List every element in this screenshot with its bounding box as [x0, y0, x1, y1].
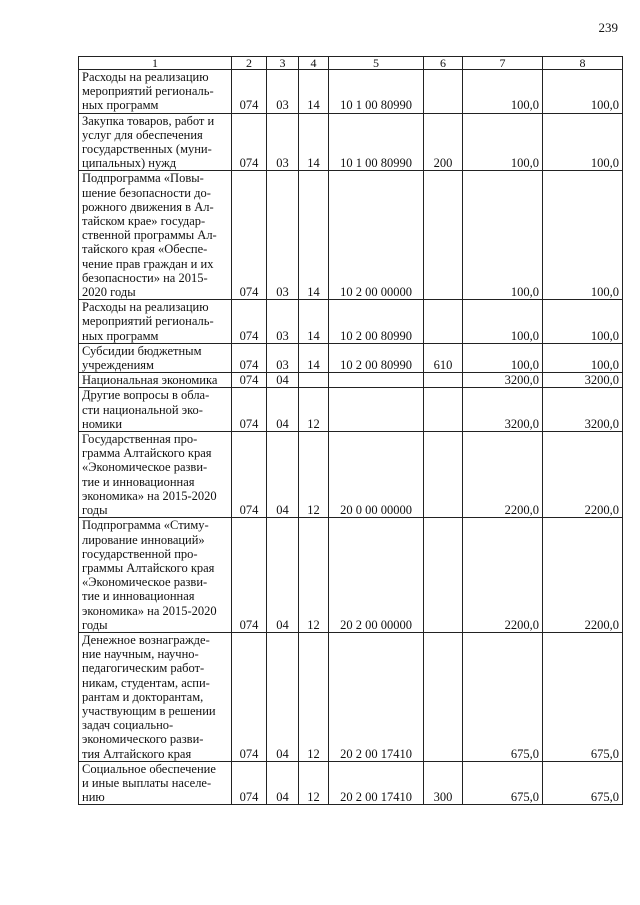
amount-cell: 3200,0: [543, 388, 623, 432]
department-code-cell: 074: [232, 373, 267, 388]
target-article-cell: 10 1 00 80990: [329, 113, 424, 171]
item-name-cell: [79, 113, 232, 171]
department-code-cell: 074: [232, 343, 267, 372]
item-name-line: сти национальной эко-: [82, 402, 203, 417]
table-row: [79, 388, 623, 432]
item-name-line: Расходы на реализацию: [82, 70, 209, 84]
target-article-cell: [329, 373, 424, 388]
department-code-cell: 074: [232, 518, 267, 633]
column-header: 6: [424, 57, 463, 70]
department-code-cell: 074: [232, 171, 267, 300]
subsection-code-cell: [299, 373, 329, 388]
amount-cell: 3200,0: [543, 373, 623, 388]
item-name-line: Субсидии бюджетным: [82, 343, 202, 358]
item-name-line: Социальное обеспечение: [82, 761, 216, 776]
item-name-line: мероприятий региональ-: [82, 314, 214, 329]
item-name-line: нию: [82, 790, 105, 805]
item-name-line: шение безопасности до-: [82, 185, 211, 200]
item-name-cell: [79, 300, 232, 344]
item-name-line: Денежное вознагражде-: [82, 632, 210, 647]
department-code-cell: 074: [232, 761, 267, 805]
item-name-line: «Экономическое разви-: [82, 460, 208, 475]
expense-type-cell: [424, 171, 463, 300]
amount-cell: 2200,0: [463, 518, 543, 633]
subsection-code-cell: 14: [299, 343, 329, 372]
table-row: [79, 432, 623, 518]
item-name-line: граммы Алтайского края: [82, 560, 215, 575]
section-code-cell: 04: [267, 632, 299, 761]
item-name-line: государственных (муни-: [82, 142, 212, 157]
item-name-line: грамма Алтайского края: [82, 446, 212, 461]
item-name-line: педагогическим работ-: [82, 661, 205, 676]
column-header: 5: [329, 57, 424, 70]
item-name-line: экономического разви-: [82, 732, 204, 747]
item-name-line: мероприятий региональ-: [82, 84, 214, 99]
department-code-cell: 074: [232, 632, 267, 761]
subsection-code-cell: 12: [299, 432, 329, 518]
item-name-cell: [79, 761, 232, 805]
subsection-code-cell: 12: [299, 632, 329, 761]
page-number: 239: [598, 20, 618, 35]
item-name-line: рантам и докторантам,: [82, 689, 204, 704]
expense-type-cell: [424, 300, 463, 344]
target-article-cell: 20 2 00 17410: [329, 632, 424, 761]
amount-cell: 100,0: [543, 171, 623, 300]
table-row: [79, 300, 623, 344]
item-name-line: Национальная экономика: [82, 373, 218, 388]
section-code-cell: 03: [267, 300, 299, 344]
amount-cell: 675,0: [543, 761, 623, 805]
amount-cell: 100,0: [463, 171, 543, 300]
subsection-code-cell: 14: [299, 300, 329, 344]
department-code-cell: 074: [232, 113, 267, 171]
expense-type-cell: [424, 388, 463, 432]
amount-cell: 100,0: [543, 70, 623, 114]
item-name-line: тайского края «Обеспе-: [82, 242, 208, 257]
subsection-code-cell: 14: [299, 113, 329, 171]
table-row: [79, 113, 623, 171]
target-article-cell: 10 2 00 80990: [329, 343, 424, 372]
item-name-cell: [79, 632, 232, 761]
section-code-cell: 03: [267, 171, 299, 300]
column-header: 7: [463, 57, 543, 70]
item-name-cell: [79, 343, 232, 372]
expense-type-cell: [424, 373, 463, 388]
budget-table: [78, 56, 623, 805]
item-name-line: годы: [82, 617, 108, 632]
column-header: 8: [543, 57, 623, 70]
table-row: [79, 70, 623, 114]
expense-type-cell: 200: [424, 113, 463, 171]
table-row: [79, 171, 623, 300]
item-name-line: экономика» на 2015-2020: [82, 603, 217, 618]
subsection-code-cell: 14: [299, 171, 329, 300]
amount-cell: 100,0: [543, 300, 623, 344]
table-row: [79, 518, 623, 633]
expense-type-cell: [424, 632, 463, 761]
target-article-cell: [329, 388, 424, 432]
item-name-line: Государственная про-: [82, 432, 198, 447]
table-row: [79, 373, 623, 388]
amount-cell: 3200,0: [463, 388, 543, 432]
section-code-cell: 03: [267, 343, 299, 372]
item-name-line: никам, студентам, аспи-: [82, 675, 210, 690]
item-name-line: Закупка товаров, работ и: [82, 113, 215, 128]
section-code-cell: 04: [267, 761, 299, 805]
item-name-line: государственной про-: [82, 546, 198, 561]
amount-cell: 3200,0: [463, 373, 543, 388]
item-name-line: Расходы на реализацию: [82, 300, 209, 315]
item-name-line: чение прав граждан и их: [82, 256, 214, 271]
subsection-code-cell: 14: [299, 70, 329, 114]
item-name-line: рожного движения в Ал-: [82, 199, 214, 214]
expense-type-cell: [424, 518, 463, 633]
amount-cell: 100,0: [463, 70, 543, 114]
subsection-code-cell: 12: [299, 761, 329, 805]
item-name-cell: [79, 373, 232, 388]
amount-cell: 100,0: [463, 300, 543, 344]
section-code-cell: 04: [267, 432, 299, 518]
item-name-line: безопасности» на 2015-: [82, 270, 208, 285]
subsection-code-cell: 12: [299, 388, 329, 432]
item-name-line: «Экономическое разви-: [82, 575, 208, 590]
target-article-cell: 20 2 00 17410: [329, 761, 424, 805]
item-name-cell: [79, 70, 232, 114]
expense-type-cell: [424, 432, 463, 518]
amount-cell: 675,0: [463, 761, 543, 805]
item-name-line: задач социально-: [82, 718, 174, 733]
item-name-line: тие и инновационная: [82, 474, 195, 489]
item-name-line: ных программ: [82, 98, 159, 113]
department-code-cell: 074: [232, 388, 267, 432]
item-name-line: ственной программы Ал-: [82, 228, 217, 243]
column-header: 4: [299, 57, 329, 70]
amount-cell: 675,0: [463, 632, 543, 761]
item-name-line: лирование инноваций»: [82, 532, 205, 547]
item-name-line: участвующим в решении: [82, 703, 216, 718]
column-header: 2: [232, 57, 267, 70]
department-code-cell: 074: [232, 300, 267, 344]
amount-cell: 100,0: [543, 343, 623, 372]
item-name-cell: [79, 432, 232, 518]
section-code-cell: 03: [267, 70, 299, 114]
column-number-row: [79, 57, 623, 70]
section-code-cell: 04: [267, 518, 299, 633]
item-name-line: Другие вопросы в обла-: [82, 388, 210, 403]
table-row: [79, 343, 623, 372]
item-name-line: Подпрограмма «Стиму-: [82, 518, 209, 533]
amount-cell: 2200,0: [543, 518, 623, 633]
item-name-line: экономика» на 2015-2020: [82, 488, 217, 503]
expense-type-cell: [424, 70, 463, 114]
table-row: [79, 761, 623, 805]
amount-cell: 100,0: [463, 113, 543, 171]
amount-cell: 2200,0: [463, 432, 543, 518]
item-name-line: тия Алтайского края: [82, 746, 192, 761]
item-name-line: ние научным, научно-: [82, 647, 199, 662]
department-code-cell: 074: [232, 432, 267, 518]
item-name-line: ципальных) нужд: [82, 156, 177, 171]
item-name-line: тие и инновационная: [82, 589, 195, 604]
item-name-line: услуг для обеспечения: [82, 127, 203, 142]
item-name-line: и иные выплаты населе-: [82, 775, 212, 790]
item-name-line: ных программ: [82, 328, 159, 343]
item-name-line: тайском крае» государ-: [82, 214, 206, 229]
section-code-cell: 04: [267, 388, 299, 432]
column-header: 3: [267, 57, 299, 70]
section-code-cell: 03: [267, 113, 299, 171]
item-name-line: номики: [82, 416, 123, 431]
item-name-line: учреждениям: [82, 358, 154, 373]
target-article-cell: 10 2 00 00000: [329, 171, 424, 300]
amount-cell: 100,0: [543, 113, 623, 171]
amount-cell: 675,0: [543, 632, 623, 761]
column-header: 1: [79, 57, 232, 70]
item-name-cell: [79, 518, 232, 633]
item-name-cell: [79, 171, 232, 300]
target-article-cell: 20 0 00 00000: [329, 432, 424, 518]
item-name-line: Подпрограмма «Повы-: [82, 171, 204, 186]
expense-type-cell: 610: [424, 343, 463, 372]
target-article-cell: 10 1 00 80990: [329, 70, 424, 114]
target-article-cell: 10 2 00 80990: [329, 300, 424, 344]
item-name-line: годы: [82, 503, 108, 518]
table-body: [79, 70, 623, 805]
section-code-cell: 04: [267, 373, 299, 388]
target-article-cell: 20 2 00 00000: [329, 518, 424, 633]
amount-cell: 2200,0: [543, 432, 623, 518]
table-row: [79, 632, 623, 761]
item-name-cell: [79, 388, 232, 432]
department-code-cell: 074: [232, 70, 267, 114]
item-name-line: 2020 годы: [82, 285, 136, 300]
amount-cell: 100,0: [463, 343, 543, 372]
expense-type-cell: 300: [424, 761, 463, 805]
subsection-code-cell: 12: [299, 518, 329, 633]
